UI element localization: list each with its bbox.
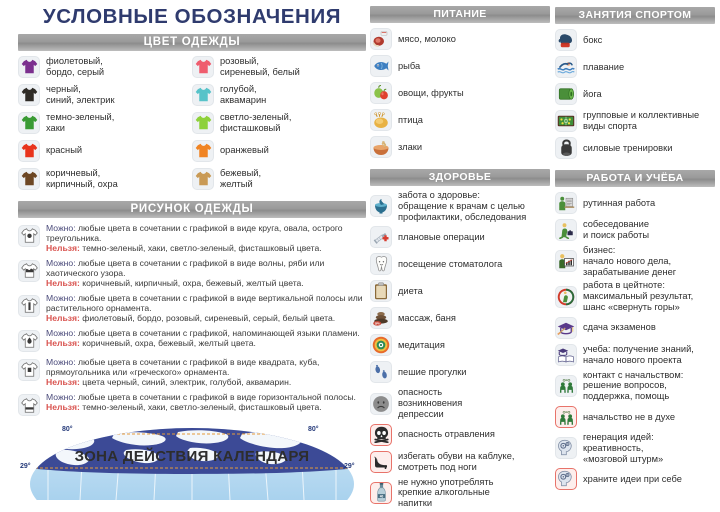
clothing-pattern-text: Можно: любые цвета в сочетании с графикой в виде волны, ряби или хаотического узора. Нельзя: коричневый, кирпичный, охра, бежевый, желтый цвета. xyxy=(46,257,325,288)
poultry-icon xyxy=(370,109,392,131)
clothing-pattern-row xyxy=(18,292,366,323)
sport-header: ЗАНЯТИЯ СПОРТОМ xyxy=(555,7,715,24)
health-item-label: опасность отравления xyxy=(398,429,495,440)
skull-poison-icon xyxy=(370,424,392,446)
sport-item-label: силовые тренировки xyxy=(583,142,673,153)
clothing-color-label: светло-зеленый, фисташковый xyxy=(220,111,292,133)
health-item-label: массаж, баня xyxy=(398,312,456,323)
sport-item-label: групповые и коллективные виды спорта xyxy=(583,110,700,131)
fish-icon xyxy=(370,55,392,77)
kettlebell-icon xyxy=(555,137,577,159)
tshirt-vstripe-icon xyxy=(18,295,40,317)
clothing-color-label: бежевый, желтый xyxy=(220,167,262,189)
health-item-label: опасность возникновения депрессии xyxy=(398,387,463,419)
tshirt-icon xyxy=(192,56,214,78)
clothing-color-row xyxy=(18,167,192,191)
clothing-color-label: черный, синий, электрик xyxy=(46,83,115,105)
health-item-row xyxy=(370,360,550,384)
tshirt-icon xyxy=(192,168,214,190)
swimmer-icon xyxy=(555,56,577,78)
nutrition-header: ПИТАНИЕ xyxy=(370,6,550,23)
clothing-color-column-right xyxy=(192,55,366,195)
tshirt-icon xyxy=(192,84,214,106)
clothing-color-row xyxy=(18,55,192,79)
sport-item-label: йога xyxy=(583,88,602,99)
health-item-label: не нужно употреблять крепкие алкогольные напитки xyxy=(398,476,494,509)
health-item-row xyxy=(370,477,550,509)
work-item-label: собеседование и поиск работы xyxy=(583,219,650,240)
tooth-icon xyxy=(370,253,392,275)
health-item-row xyxy=(370,252,550,276)
clothing-color-label: голубой, аквамарин xyxy=(220,83,267,105)
lat-bottom-right: 29° xyxy=(344,463,355,471)
health-item-row xyxy=(370,190,550,222)
team-sport-icon xyxy=(555,110,577,132)
work-item-label: бизнес: начало нового дела, зарабатывание денег xyxy=(583,245,677,277)
health-item-label: медитация xyxy=(398,339,445,350)
tshirt-flame-icon xyxy=(18,330,40,352)
head-gears-locked-icon xyxy=(555,468,577,490)
tshirt-square-icon xyxy=(18,359,40,381)
svg-text:O=O: O=O xyxy=(562,378,570,383)
sport-list xyxy=(555,28,715,160)
work-item-label: начальство не в духе xyxy=(583,411,676,422)
clothing-color-column-left xyxy=(18,55,192,195)
tshirt-icon xyxy=(18,84,40,106)
tshirt-hstripe-icon xyxy=(18,394,40,416)
health-item-label: диета xyxy=(398,285,423,296)
work-item-label: генерация идей: креативность, «мозговой штурм» xyxy=(583,432,664,464)
yoga-mat-icon xyxy=(555,83,577,105)
health-item-row xyxy=(370,279,550,303)
work-item-label: храните идеи при себе xyxy=(583,473,682,484)
work-item-label: контакт с начальством: решение вопросов, поддержка, помощь xyxy=(583,369,684,402)
head-gears-icon xyxy=(555,437,577,459)
nutrition-item-row xyxy=(370,54,550,78)
meat-milk-icon xyxy=(370,28,392,50)
work-item-label: учеба: получение знаний, начало нового проекта xyxy=(583,343,694,365)
clothing-color-label: розовый, сиреневый, белый xyxy=(220,55,300,77)
sport-item-label: бокс xyxy=(583,34,603,45)
clothing-color-row xyxy=(18,139,192,163)
nutrition-list xyxy=(370,27,550,159)
work-list xyxy=(555,191,715,491)
clothing-pattern-text: Можно: любые цвета в сочетании с графикой в виде круга, овала, острого треугольника. Нельзя: темно-зеленый, хаки, светло-зеленый, фисташковый цвета. xyxy=(46,222,343,253)
clothing-pattern-row xyxy=(18,327,366,352)
work-item-row xyxy=(555,191,715,215)
footprints-icon xyxy=(370,361,392,383)
work-item-label: рутинная работа xyxy=(583,197,656,208)
work-header: РАБОТА И УЧЁБА xyxy=(555,170,715,187)
tshirt-wave-icon xyxy=(18,260,40,282)
grain-bowl-icon xyxy=(370,136,392,158)
pharmacy-bowl-icon xyxy=(370,195,392,217)
lat-bottom-left: 29° xyxy=(20,463,31,471)
two-people-ok-icon xyxy=(555,375,577,397)
clothing-color-grid xyxy=(18,55,366,195)
clipboard-icon xyxy=(370,280,392,302)
page-title: УСЛОВНЫЕ ОБОЗНАЧЕНИЯ xyxy=(42,5,342,28)
health-item-label: плановые операции xyxy=(398,231,485,242)
lat-top-left: 80° xyxy=(62,426,73,434)
clothing-pattern-list xyxy=(18,222,366,417)
middle-column xyxy=(370,0,550,512)
health-item-row xyxy=(370,423,550,447)
svg-text:40: 40 xyxy=(379,494,383,499)
clothing-color-label: фиолетовый, бордо, серый xyxy=(46,55,105,77)
nutrition-item-label: овощи, фрукты xyxy=(398,87,464,98)
syringe-cross-icon xyxy=(370,226,392,248)
sport-item-row xyxy=(555,136,715,160)
clothing-color-row xyxy=(192,83,366,107)
nutrition-item-row xyxy=(370,135,550,159)
sport-item-row xyxy=(555,82,715,106)
health-header: ЗДОРОВЬЕ xyxy=(370,169,550,186)
tshirt-icon xyxy=(192,140,214,162)
nutrition-item-label: злаки xyxy=(398,141,423,152)
business-chart-icon xyxy=(555,250,577,272)
coverage-map xyxy=(18,422,366,500)
work-item-row xyxy=(555,343,715,367)
work-item-row xyxy=(555,432,715,464)
right-column xyxy=(555,0,715,494)
work-item-row xyxy=(555,316,715,340)
clothing-color-header: ЦВЕТ ОДЕЖДЫ xyxy=(18,34,366,51)
tshirt-icon xyxy=(192,112,214,134)
nutrition-item-label: птица xyxy=(398,114,423,125)
clothing-pattern-row xyxy=(18,356,366,387)
lat-top-right: 80° xyxy=(308,426,319,434)
health-item-label: забота о здоровье: обращение к врачам с целью профилактики, обследования xyxy=(398,190,527,222)
health-item-row xyxy=(370,225,550,249)
clothing-pattern-text: Можно: любые цвета в сочетании с графикой в виде квадрата, куба, прямоугольника или «греческого» орнамента. Нельзя: цвета черный, синий, электрик, голубой, аквамарин. xyxy=(46,356,320,388)
briefcase-person-icon xyxy=(555,219,577,241)
health-item-label: избегать обуви на каблуке, смотреть под ноги xyxy=(398,450,515,472)
graduation-cap-icon xyxy=(555,317,577,339)
clothing-pattern-row xyxy=(18,257,366,288)
clothing-color-row xyxy=(18,83,192,107)
desk-worker-icon xyxy=(555,192,577,214)
sport-item-row xyxy=(555,28,715,52)
clothing-color-label: красный xyxy=(46,145,83,156)
svg-text:O=O: O=O xyxy=(562,409,570,414)
clothing-color-label: коричневый, кирпичный, охра xyxy=(46,167,118,189)
sport-item-row xyxy=(555,109,715,133)
nutrition-item-label: мясо, молоко xyxy=(398,33,456,44)
work-item-label: работа в цейтноте: максимальный результат, шанс «свернуть горы» xyxy=(583,280,694,312)
health-item-row xyxy=(370,306,550,330)
tshirt-icon xyxy=(18,140,40,162)
nutrition-item-label: рыба xyxy=(398,60,421,71)
sport-item-row xyxy=(555,55,715,79)
work-item-row xyxy=(555,218,715,242)
meditation-circle-icon xyxy=(370,334,392,356)
clothing-pattern-row xyxy=(18,222,366,253)
tshirt-icon xyxy=(18,112,40,134)
nutrition-item-row xyxy=(370,81,550,105)
clothing-color-row xyxy=(18,111,192,135)
map-caption: ЗОНА ДЕЙСТВИЯ КАЛЕНДАРЯ xyxy=(74,448,310,466)
work-item-row xyxy=(555,280,715,312)
work-item-row xyxy=(555,405,715,429)
work-item-row xyxy=(555,370,715,402)
tshirt-icon xyxy=(18,56,40,78)
clothing-pattern-text: Можно: любые цвета в сочетании с графикой в виде вертикальной полосы или растительного орнамента. Нельзя: фиолетовый, бордо, розовый, сиреневый, серый, белый цвета. xyxy=(46,292,363,323)
tshirt-circle-icon xyxy=(18,225,40,247)
health-item-row xyxy=(370,450,550,474)
clothing-color-row xyxy=(192,111,366,135)
left-column xyxy=(18,0,366,500)
fruit-veg-icon xyxy=(370,82,392,104)
clothing-pattern-row xyxy=(18,391,366,416)
health-item-label: посещение стоматолога xyxy=(398,258,503,269)
health-item-label: пешие прогулки xyxy=(398,366,467,377)
clothing-pattern-text: Можно: любые цвета в сочетании с графикой в виде горизонтальной полосы. Нельзя: темно-зеленый, хаки, светло-зеленый, фисташковый цвета. xyxy=(46,392,356,413)
clothing-pattern-header: РИСУНОК ОДЕЖДЫ xyxy=(18,201,366,218)
health-item-row xyxy=(370,387,550,419)
work-item-row xyxy=(555,245,715,277)
clothing-color-label: оранжевый xyxy=(220,145,269,156)
clothing-color-row xyxy=(192,167,366,191)
work-item-label: сдача экзаменов xyxy=(583,322,656,333)
clothing-color-row xyxy=(192,55,366,79)
tshirt-icon xyxy=(18,168,40,190)
boxing-glove-icon xyxy=(555,29,577,51)
work-item-row xyxy=(555,467,715,491)
two-people-bad-icon xyxy=(555,406,577,428)
sad-face-icon xyxy=(370,393,392,415)
clothing-color-row xyxy=(192,139,366,163)
spa-stones-icon xyxy=(370,307,392,329)
svg-text:SPA: SPA xyxy=(374,322,380,326)
health-list xyxy=(370,190,550,509)
study-book-icon xyxy=(555,344,577,366)
sport-item-label: плавание xyxy=(583,61,625,72)
clothing-color-label: темно-зеленый, хаки xyxy=(46,111,115,133)
clothing-pattern-text: Можно: любые цвета в сочетании с графикой, напоминающей языки пламени. Нельзя: коричневый, охра, бежевый, желтый цвета. xyxy=(46,327,360,349)
time-pressure-icon xyxy=(555,286,577,308)
nutrition-item-row xyxy=(370,27,550,51)
health-item-row xyxy=(370,333,550,357)
nutrition-item-row xyxy=(370,108,550,132)
high-heel-icon xyxy=(370,451,392,473)
